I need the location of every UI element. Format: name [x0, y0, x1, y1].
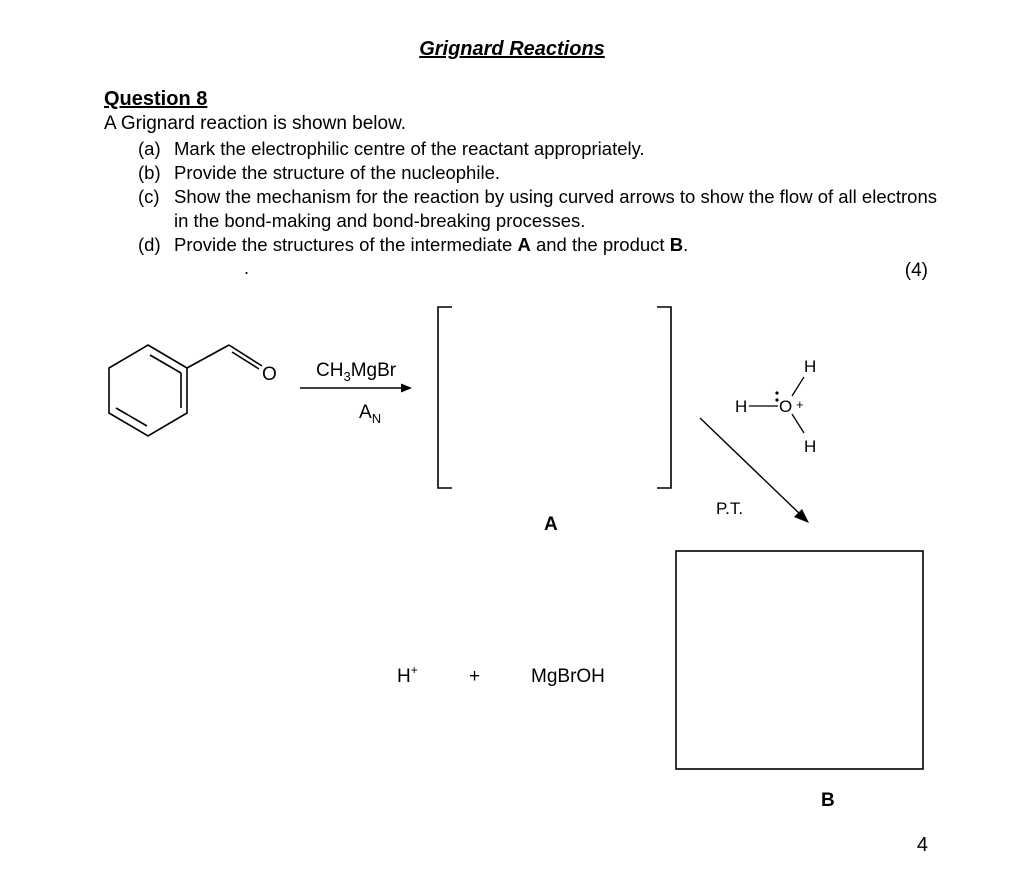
- proton-h: H: [397, 666, 411, 687]
- part-text: Mark the electrophilic centre of the reactant appropriately.: [174, 138, 645, 159]
- byproduct-salt: MgBrOH: [531, 666, 605, 687]
- reagent-mgbr: MgBr: [350, 360, 397, 381]
- intermediate-right-bracket: [657, 307, 671, 488]
- reagent-label: [316, 360, 397, 384]
- bold-intermediate-ref: A: [517, 234, 531, 255]
- condition-subscript: N: [371, 411, 382, 426]
- reagent-ch: CH: [316, 360, 344, 381]
- part-text-start: Provide the structures of the intermediate: [174, 234, 518, 255]
- part-text-end: .: [683, 234, 689, 255]
- intermediate-label: A: [544, 514, 558, 535]
- hydronium-charge: +: [796, 397, 804, 412]
- reaction-arrowhead: [401, 384, 412, 393]
- reagent-subscript: 3: [343, 369, 351, 384]
- benzaldehyde-structure: [109, 345, 262, 436]
- part-label: (a): [138, 138, 161, 159]
- lone-pair-dot: [775, 391, 778, 394]
- bold-product-ref: B: [669, 234, 684, 255]
- hydronium-oxygen: O: [779, 397, 793, 416]
- question-heading: Question 8: [104, 88, 208, 110]
- hydronium-h-left: H: [735, 397, 748, 416]
- byproduct-plus: +: [469, 666, 481, 687]
- part-label: (c): [138, 186, 160, 207]
- product-label: B: [821, 790, 835, 811]
- intermediate-left-bracket: [438, 307, 452, 488]
- hydronium-h-bottom: H: [804, 437, 817, 456]
- stray-dot: .: [244, 258, 250, 278]
- carbonyl-oxygen: O: [262, 364, 277, 385]
- condition-label: [359, 402, 381, 426]
- part-label: (b): [138, 162, 161, 183]
- proton-transfer-label: P.T.: [716, 499, 744, 518]
- proton-charge: +: [410, 663, 418, 677]
- marks: (4): [904, 260, 928, 281]
- lone-pair-dot: [775, 398, 778, 401]
- byproduct-proton: [397, 663, 418, 687]
- page-number: 4: [916, 834, 928, 856]
- part-label: (d): [138, 234, 161, 255]
- hydronium-structure: [735, 357, 816, 456]
- question-intro: A Grignard reaction is shown below.: [104, 113, 407, 134]
- page-title: Grignard Reactions: [419, 38, 605, 60]
- part-text-middle: and the product: [530, 234, 670, 255]
- hydronium-h-top: H: [804, 357, 817, 376]
- condition-a: A: [359, 402, 372, 423]
- product-answer-box[interactable]: [676, 551, 923, 769]
- part-text: Provide the structure of the nucleophile.: [174, 162, 500, 183]
- part-text: Show the mechanism for the reaction by using curved arrows to show the flow of all electrons in the bond-making and bond-breaking processes.: [174, 186, 937, 231]
